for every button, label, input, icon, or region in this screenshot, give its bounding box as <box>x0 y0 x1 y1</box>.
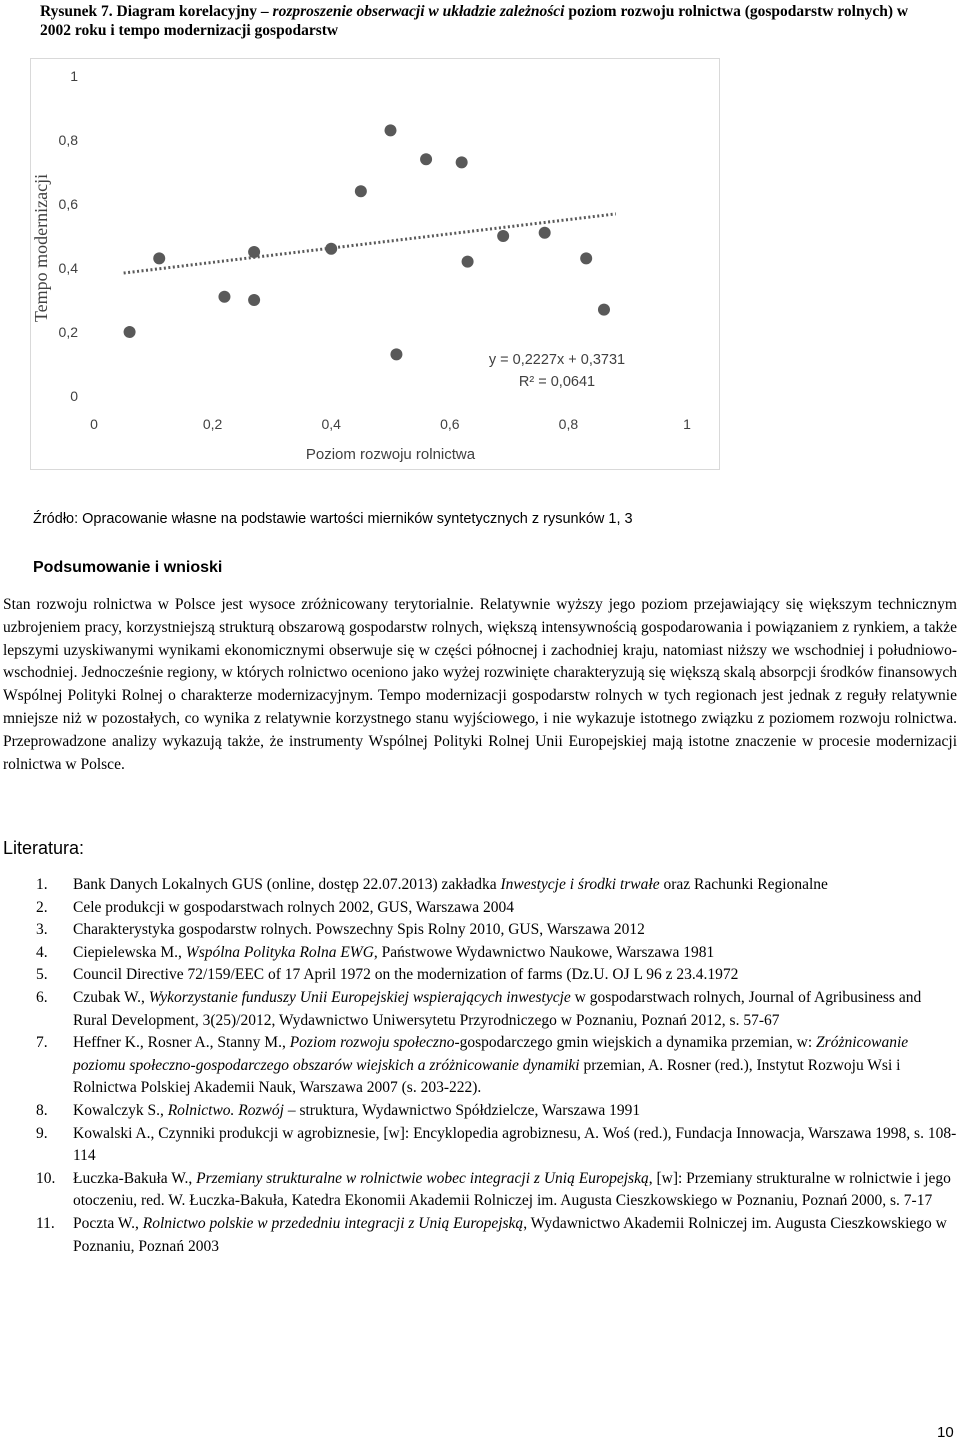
figure-title-italic: rozproszenie obserwacji w układzie zależności <box>272 3 565 20</box>
reference-segment: w gospodarstwach rolnych, Journal of Agribusiness and Rural Development, 3(25)/2012, Wydawnictwo Uniwersytetu Przyrodniczego w Poznaniu, Poznań 2012, s. 57-67 <box>73 988 922 1029</box>
reference-segment: Poczta W., <box>73 1214 143 1232</box>
reference-list <box>3 874 957 1258</box>
reference-text <box>73 964 957 987</box>
data-point <box>124 326 136 338</box>
reference-item <box>3 1100 957 1123</box>
page-number: 10 <box>937 1424 954 1441</box>
reference-title: Wykorzystanie funduszy Unii Europejskiej wspierających inwestycje <box>148 988 571 1006</box>
reference-title: Rolnictwo polskie w przededniu integracji z Unią Europejską <box>142 1214 524 1232</box>
reference-item <box>3 1168 957 1213</box>
reference-text <box>73 1123 957 1168</box>
reference-text <box>73 897 957 920</box>
figure-caption <box>40 2 930 40</box>
reference-item <box>3 919 957 942</box>
reference-segment: Ciepielewska M., <box>73 943 186 961</box>
y-tick-label: 0 <box>70 388 78 404</box>
reference-item <box>3 1032 957 1100</box>
figure-source: Źródło: Opracowanie własne na podstawie wartości mierników syntetycznych z rysunków 1, 3 <box>33 511 633 527</box>
reference-segment: Charakterystyka gospodarstw rolnych. Powszechny Spis Rolny 2010, GUS, Warszawa 2012 <box>73 921 645 939</box>
data-point <box>462 256 474 268</box>
x-tick-label: 0,8 <box>558 416 579 432</box>
reference-segment: Łuczka-Bakuła W., <box>73 1169 197 1187</box>
reference-number: 4. <box>36 943 48 961</box>
reference-title: Inwestycje i środki trwałe <box>500 876 660 893</box>
data-point <box>385 124 397 136</box>
reference-title: Zróżnicowanie poziomu społeczno-gospodarczego obszarów wiejskich a zróżnicowanie dynamiki <box>73 1034 909 1074</box>
r-squared-label: R² = 0,0641 <box>518 374 596 390</box>
reference-segment: gospodarczego gmin wiejskich a dynamika przemian, w: <box>459 1034 817 1052</box>
data-point <box>218 291 230 303</box>
data-point <box>153 252 165 264</box>
reference-number: 2. <box>36 898 48 916</box>
reference-segment: Council Directive 72/159/EEC of 17 April 1972 on the modernization of farms (Dz.U. OJ L 96 z 23.4.1972 <box>73 966 739 984</box>
reference-text <box>73 1168 957 1213</box>
reference-text <box>73 942 957 965</box>
reference-text <box>73 987 957 1032</box>
reference-text <box>73 1213 957 1258</box>
reference-segment: Kowalski A., Czynniki produkcji w agrobiznesie, [w]: Encyklopedia agrobiznesu, A. Woś (red.), Fundacja Innowacja, Warszawa 1998, s. 108-114 <box>73 1124 957 1165</box>
y-tick-label: 0,8 <box>58 132 78 148</box>
reference-item <box>3 1213 957 1258</box>
reference-number: 11. <box>36 1214 55 1232</box>
y-tick-label: 0,2 <box>58 324 78 340</box>
literature-heading: Literatura: <box>3 838 85 858</box>
reference-segment: Bank Danych Lokalnych GUS (online, dostęp 22.07.2013) zakładka <box>73 876 501 893</box>
reference-text <box>73 1032 957 1100</box>
reference-number: 8. <box>36 1101 48 1119</box>
reference-segment: , [w]: Przemiany strukturalne w rolnictwie i jego otoczeniu, red. W. Łuczka-Bakuła, Katedra Ekonomii Akademii Rolniczej im. Augusta Cieszkowskiego w Poznaniu, Poznań 2000, s. 7-17 <box>73 1169 951 1210</box>
reference-number: 10. <box>36 1169 56 1187</box>
data-point <box>420 153 432 165</box>
reference-item <box>3 874 957 897</box>
trendline <box>124 214 616 273</box>
reference-title: Wspólna Polityka Rolna EWG <box>185 943 374 961</box>
reference-number: 9. <box>36 1124 48 1142</box>
trendline-equation: y = 0,2227x + 0,3731 <box>488 352 626 368</box>
reference-segment: Kowalczyk S., <box>73 1101 168 1119</box>
data-point <box>598 304 610 316</box>
scatter-chart <box>30 58 720 470</box>
reference-title: Poziom rozwoju społeczno- <box>289 1034 460 1052</box>
reference-item <box>3 987 957 1032</box>
x-tick-label: 1 <box>683 416 691 432</box>
data-point <box>390 348 402 360</box>
summary-paragraph: Stan rozwoju rolnictwa w Polsce jest wysoce zróżnicowany terytorialnie. Relatywnie wyższy jego poziom przejawiający się większym technicznym uzbrojeniem pracy, korzystniejszą strukturą obszarową gospodarstw rolnych, większą intensywnością gospodarowania i powiązaniem z rynkiem, a także lepszymi uzyskiwanymi wynikami ekonomicznymi obserwuje się w części północnej i zachodniej kraju, natomiast niższy we wschodniej i południowo-wschodniej. Jednocześnie regiony, w których rolnictwo oceniono jako wyżej rozwinięte charakteryzują się większą skalą absorpcji środków finansowych Wspólnej Polityki Rolnej o charakterze modernizacyjnym. Tempo modernizacji gospodarstw rolnych w tych regionach jest jednak z reguły relatywnie mniejsze niż w pozostałych, co wynika z relatywnie korzystnego stanu wyjściowego, i nie wykazuje istotnego związku z poziomem rozwoju rolnictwa. Przeprowadzone analizy wykazują także, że instrumenty Wspólnej Polityki Rolnej Unii Europejskiej mają istotne znaczenie w procesie modernizacji rolnictwa w Polsce. <box>3 596 957 773</box>
reference-item <box>3 964 957 987</box>
reference-number: 5. <box>36 966 48 984</box>
reference-number: 1. <box>36 876 48 893</box>
figure-label: Rysunek 7. <box>40 3 113 20</box>
reference-segment: Cele produkcji w gospodarstwach rolnych 2002, GUS, Warszawa 2004 <box>73 898 514 916</box>
data-point <box>248 294 260 306</box>
reference-segment: , Wydawnictwo Akademii Rolniczej im. Augusta Cieszkowskiego w Poznaniu, Poznań 2003 <box>73 1214 947 1255</box>
data-point <box>497 230 509 242</box>
x-tick-label: 0 <box>90 416 98 432</box>
reference-item <box>3 897 957 920</box>
y-tick-label: 0,6 <box>58 196 78 212</box>
reference-title: Przemiany strukturalne w rolnictwie wobec integracji z Unią Europejską <box>196 1169 649 1187</box>
data-point <box>325 243 337 255</box>
data-point <box>539 227 551 239</box>
reference-number: 3. <box>36 921 48 939</box>
chart-svg <box>31 59 719 469</box>
figure-title-part1: Diagram korelacyjny – <box>116 3 269 20</box>
data-point <box>248 246 260 258</box>
data-point <box>355 185 367 197</box>
reference-segment: Heffner K., Rosner A., Stanny M., <box>73 1034 290 1052</box>
x-axis-title: Poziom rozwoju rolnictwa <box>305 446 476 463</box>
reference-segment: Czubak W., <box>73 988 149 1006</box>
data-point <box>580 252 592 264</box>
data-point <box>456 156 468 168</box>
figure-title-part2: poziom rozwoju rolnictwa (gospodarstw rolnych) w 2002 roku i tempo modernizacji gospodarstw <box>40 3 909 39</box>
reference-title: Rolnictwo. Rozwój <box>167 1101 284 1119</box>
reference-segment: – struktura, Wydawnictwo Spółdzielcze, Warszawa 1991 <box>283 1101 641 1119</box>
x-tick-label: 0,2 <box>202 416 223 432</box>
reference-item <box>3 1123 957 1168</box>
reference-number: 6. <box>36 988 48 1006</box>
y-tick-label: 0,4 <box>58 260 78 276</box>
y-tick-label: 1 <box>70 68 78 84</box>
reference-text <box>73 1100 957 1123</box>
x-tick-label: 0,6 <box>440 416 460 432</box>
reference-segment: oraz Rachunki Regionalne <box>659 876 828 893</box>
x-tick-label: 0,4 <box>321 416 341 432</box>
section-title: Podsumowanie i wnioski <box>33 559 223 576</box>
reference-number: 7. <box>36 1034 48 1052</box>
y-axis-title: Tempo modernizacji <box>31 173 51 323</box>
reference-segment: , Państwowe Wydawnictwo Naukowe, Warszawa 1981 <box>373 943 715 961</box>
reference-item <box>3 942 957 965</box>
reference-text <box>73 874 957 897</box>
reference-segment: przemian, A. Rosner (red.), Instytut Rozwoju Wsi i Rolnictwa Polskiej Akademii Nauk, Warszawa 2007 (s. 203-222). <box>73 1056 901 1097</box>
reference-text <box>73 919 957 942</box>
